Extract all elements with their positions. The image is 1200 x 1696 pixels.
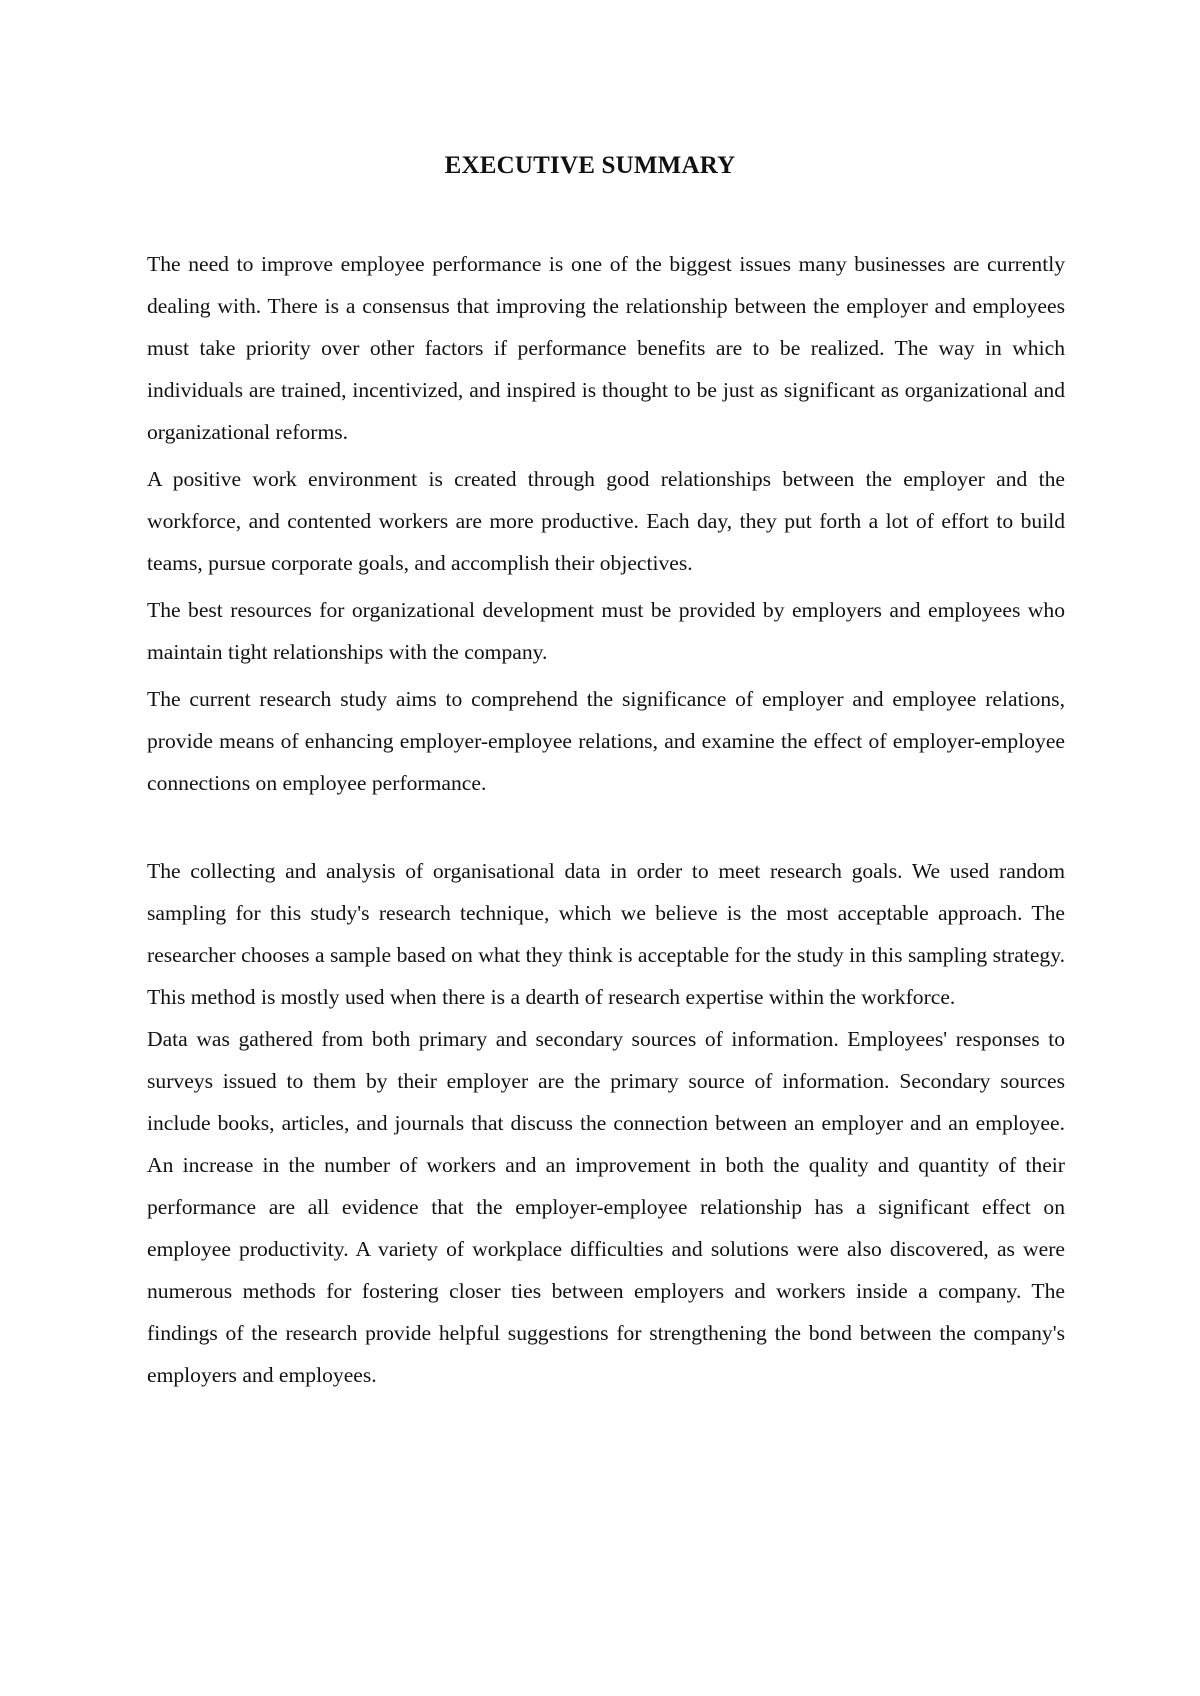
paragraph-methodology: The collecting and analysis of organisational data in order to meet research goals. We used random sampling for this study's research technique, which we believe is the most acceptable approach. The researcher chooses a sample based on what they think is acceptable for the study in this sampling strategy. This method is mostly used when there is a dearth of research expertise within the workforce.: [147, 859, 1065, 1009]
paragraph-data-findings: Data was gathered from both primary and secondary sources of information. Employees' responses to surveys issued to them by their employer are the primary source of information. Secondary sources include books, articles, and journals that discuss the connection between an employer and an employee. An increase in the number of workers and an improvement in both the quality and quantity of their performance are all evidence that the employer-employee relationship has a significant effect on employee productivity. A variety of workplace difficulties and solutions were also discovered, as were numerous methods for fostering closer ties between employers and workers inside a company. The findings of the research provide helpful suggestions for strengthening the bond between the company's employers and employees.: [147, 1027, 1065, 1387]
paragraph-research-aim: The current research study aims to comprehend the significance of employer and employee relations, provide means of enhancing employer-employee relations, and examine the effect of employer-employee connections on employee performance.: [147, 687, 1065, 795]
document-body: [147, 243, 1065, 1401]
paragraph-resources: The best resources for organizational development must be provided by employers and employees who maintain tight relationships with the company.: [147, 598, 1065, 664]
page-title: EXECUTIVE SUMMARY: [444, 152, 736, 179]
paragraph-intro: The need to improve employee performance is one of the biggest issues many businesses are currently dealing with. There is a consensus that improving the relationship between the employer and employees must take priority over other factors if performance benefits are to be realized. The way in which individuals are trained, incentivized, and inspired is thought to be just as significant as organizational and organizational reforms.: [147, 252, 1065, 444]
paragraph-work-environment: A positive work environment is created through good relationships between the employer and the workforce, and contented workers are more productive. Each day, they put forth a lot of effort to build teams, pursue corporate goals, and accomplish their objectives.: [147, 467, 1065, 575]
